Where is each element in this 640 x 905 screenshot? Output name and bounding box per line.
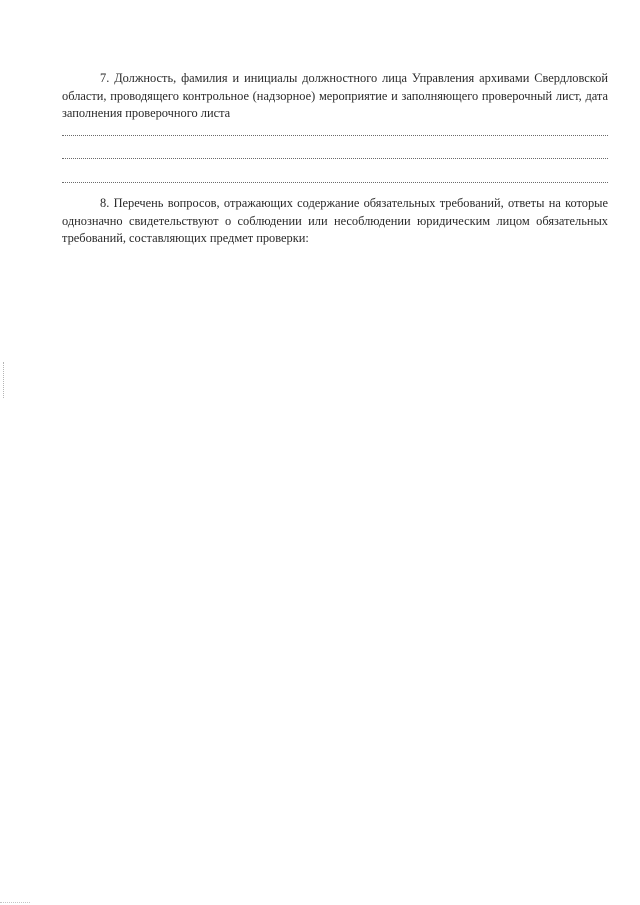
- scan-artifact: [0, 902, 30, 903]
- fill-in-line: [62, 182, 608, 183]
- scan-artifact: [3, 362, 7, 398]
- fill-in-line: [62, 135, 608, 136]
- fill-in-line: [62, 158, 608, 159]
- section-8-paragraph: 8. Перечень вопросов, отражающих содержание обязательных требований, ответы на которые однозначно свидетельствуют о соблюдении или несоблюдении юридическим лицом обязательных требований, составляющих предмет проверки:: [62, 196, 608, 246]
- section-7-paragraph: 7. Должность, фамилия и инициалы должностного лица Управления архивами Свердловской области, проводящего контрольное (надзорное) мероприятие и заполняющего проверочный лист, дата заполнения проверочного листа: [62, 71, 608, 121]
